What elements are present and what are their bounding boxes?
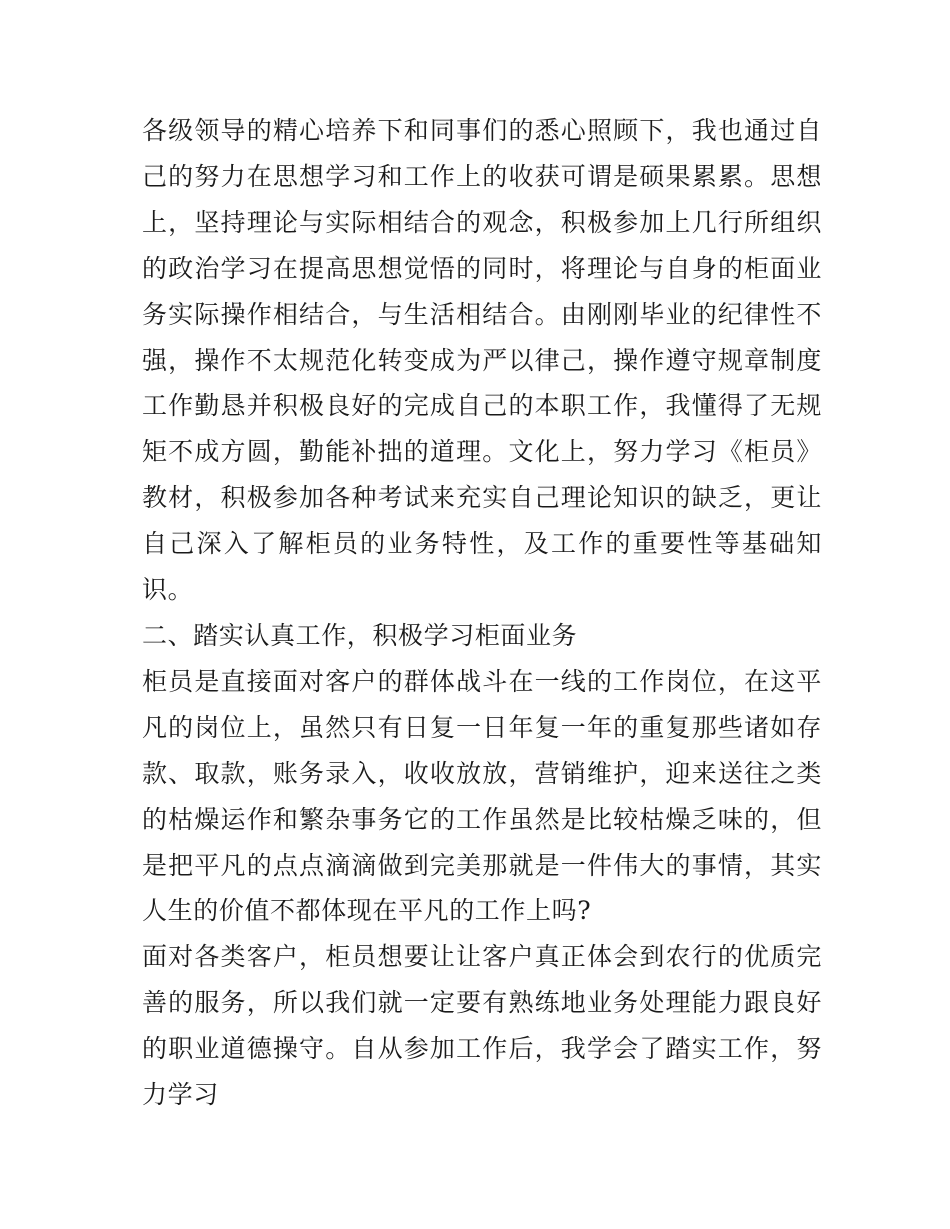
paragraph-customer-service: 面对各类客户，柜员想要让让客户真正体会到农行的优质完善的服务，所以我们就一定要有熟练地业务处理能力跟良好的职业道德操守。自从参加工作后，我学会了踏实工作，努力学习 [142, 942, 822, 1110]
document-body [142, 108, 822, 1118]
section-heading: 二、踏实认真工作，积极学习柜面业务 [142, 620, 578, 650]
paragraph-teller-role: 柜员是直接面对客户的群体战斗在一线的工作岗位，在这平凡的岗位上，虽然只有日复一日年复一年的重复那些诸如存款、取款，账务录入，收收放放，营销维护，迎来送往之类的枯燥运作和繁杂事务它的工作虽然是比较枯燥乏味的，但是把平凡的点点滴滴做到完美那就是一件伟大的事情，其实人生的价值不都体现在平凡的工作上吗? [142, 666, 822, 926]
paragraph-thoughts: 各级领导的精心培养下和同事们的悉心照顾下，我也通过自己的努力在思想学习和工作上的收获可谓是硕果累累。思想上，坚持理论与实际相结合的观念，积极参加上几行所组织的政治学习在提高思想觉悟的同时，将理论与自身的柜面业务实际操作相结合，与生活相结合。由刚刚毕业的纪律性不强，操作不太规范化转变成为严以律己，操作遵守规章制度工作勤恳并积极良好的完成自己的本职工作，我懂得了无规矩不成方圆，勤能补拙的道理。文化上，努力学习《柜员》教材，积极参加各种考试来充实自己理论知识的缺乏，更让自己深入了解柜员的业务特性，及工作的重要性等基础知识。 [142, 116, 822, 605]
